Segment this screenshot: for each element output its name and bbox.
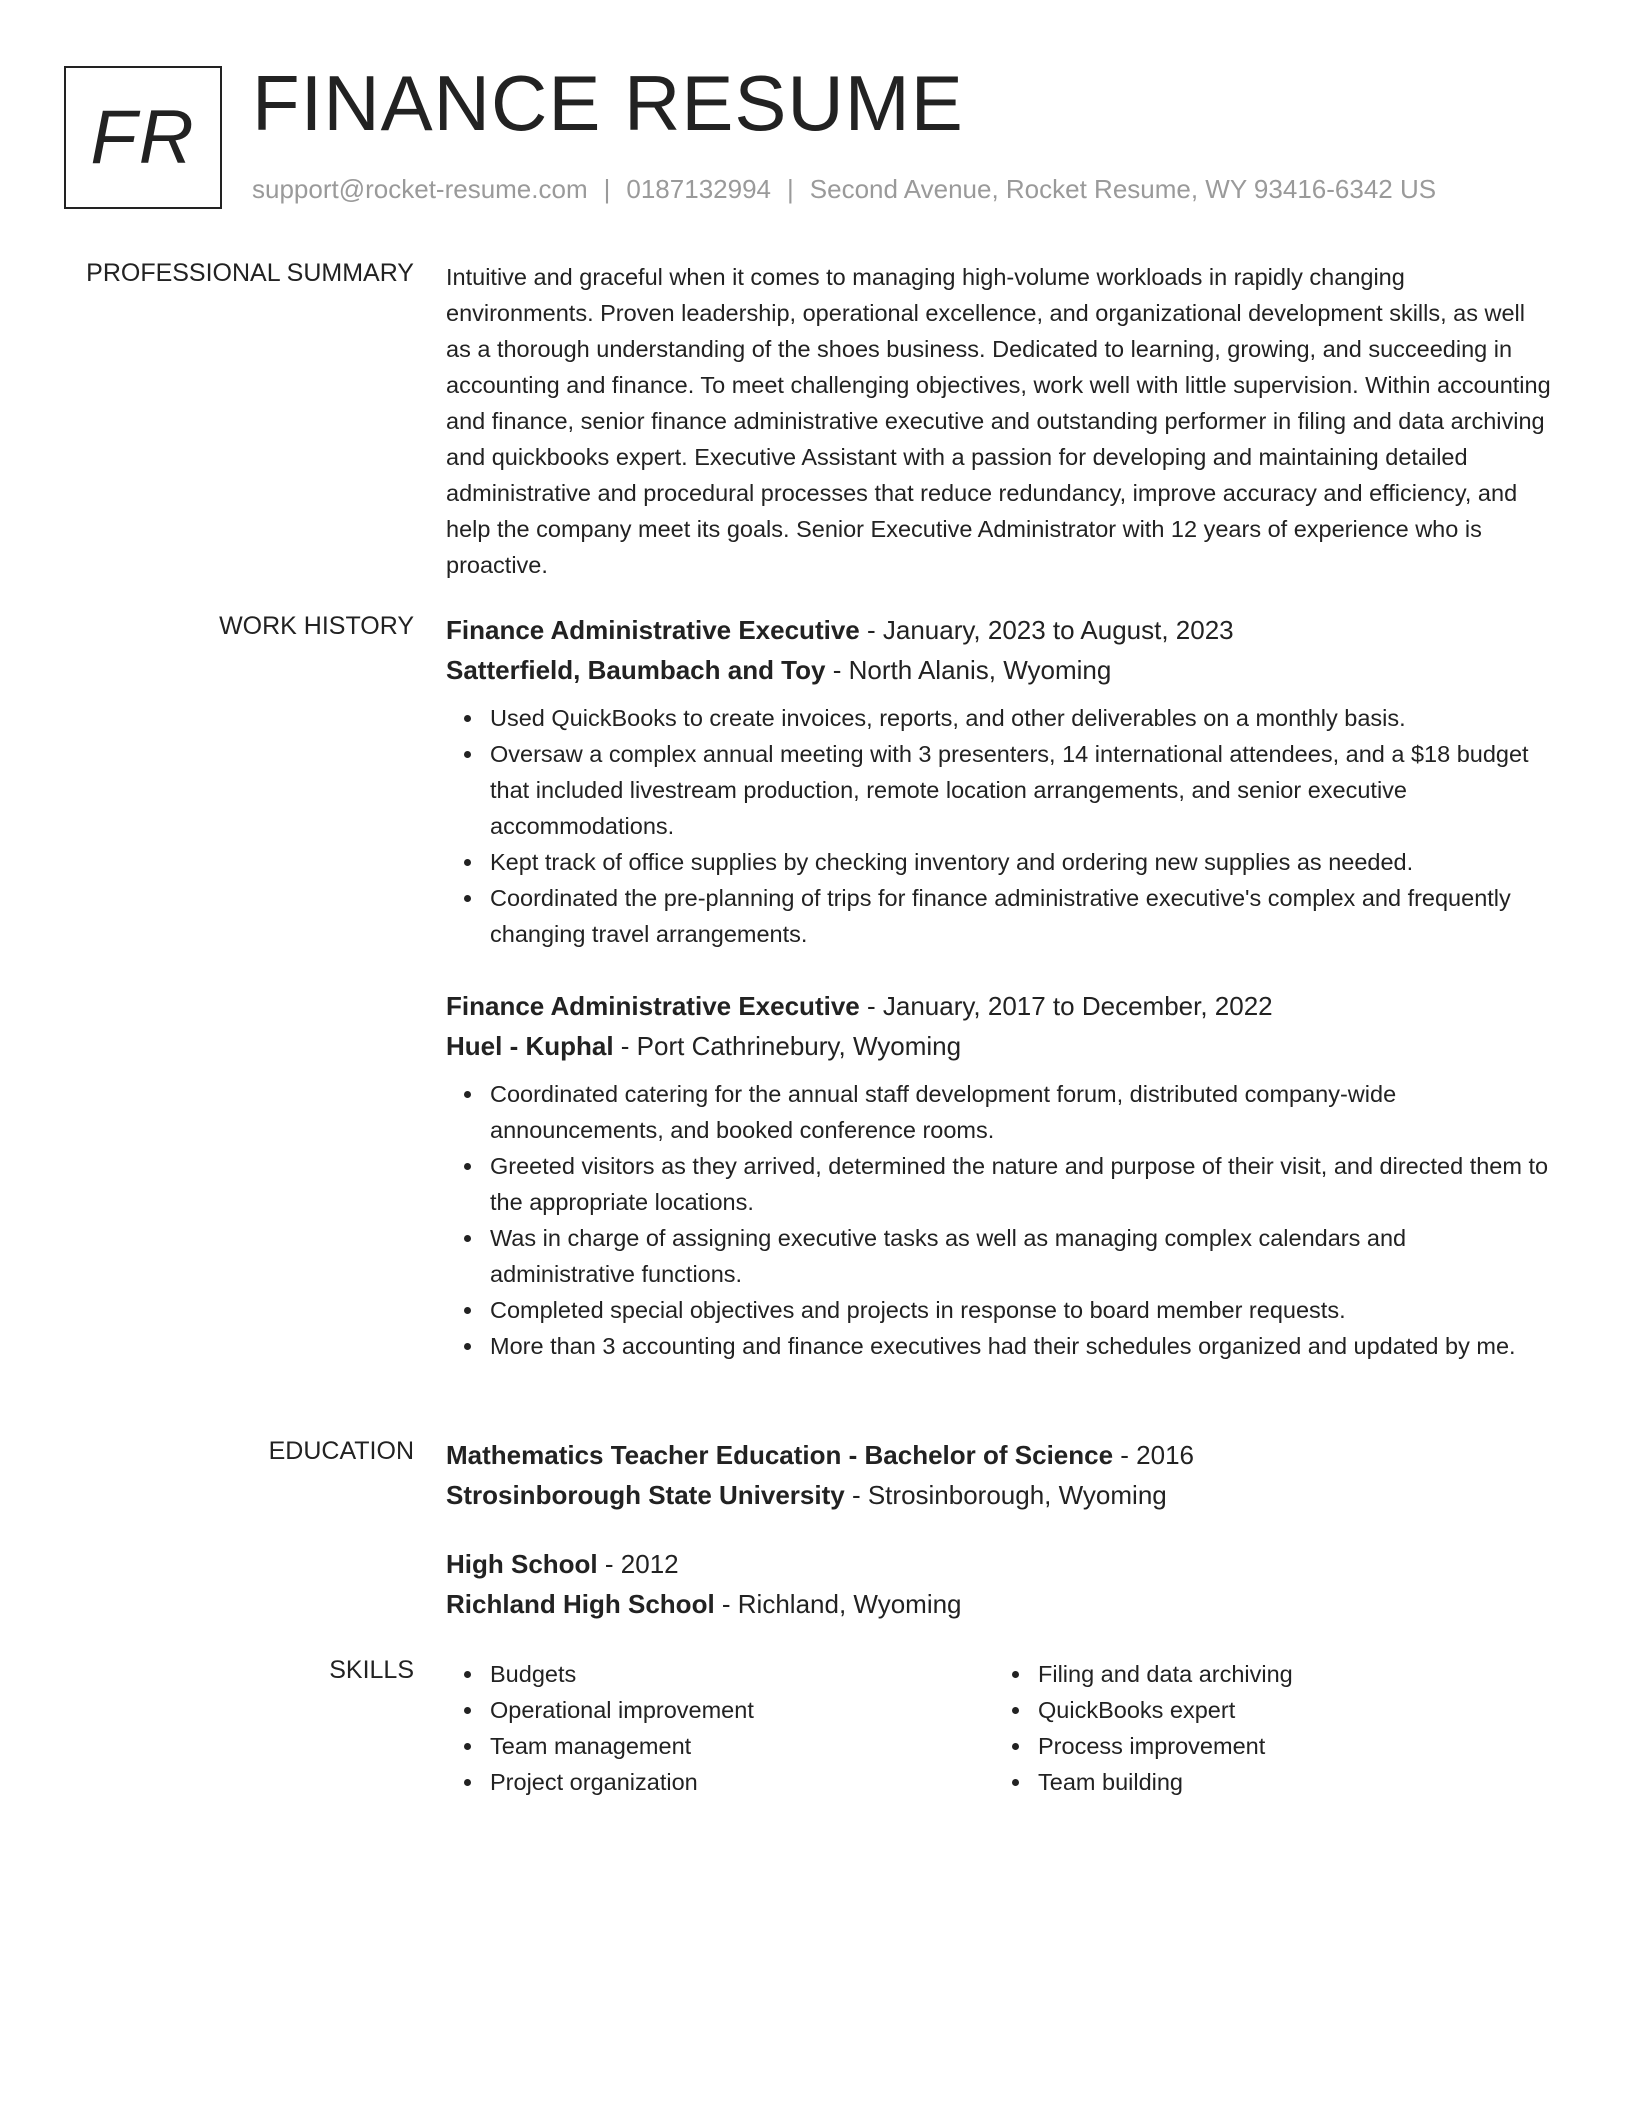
job-title-line [446,986,1556,1026]
degree-year: - 2012 [597,1549,679,1579]
list-item: Used QuickBooks to create invoices, reports, and other deliverables on a monthly basis. [446,700,1556,736]
job-title-line [446,610,1556,650]
job-location: - North Alanis, Wyoming [825,655,1112,685]
skills-column-right [994,1656,1542,1800]
work-history-body [446,610,1556,1364]
section-label-summary: PROFESSIONAL SUMMARY [86,259,414,287]
contact-separator: | [787,174,794,204]
school-location: - Richland, Wyoming [714,1589,962,1619]
list-item: Greeted visitors as they arrived, determined the nature and purpose of their visit, and directed them to the appropriate locations. [446,1148,1556,1220]
job-company-line [446,1026,1556,1066]
job-dates: - January, 2023 to August, 2023 [859,615,1234,645]
contact-separator: | [603,174,611,204]
list-item: Kept track of office supplies by checking inventory and ordering new supplies as needed. [446,844,1556,880]
skills-list-right [994,1656,1542,1800]
monogram-box [64,66,222,209]
education-entry [446,1435,1556,1515]
school-name: Strosinborough State University [446,1480,845,1510]
skill-item: Team management [446,1728,994,1764]
contact-line [252,174,1436,205]
school-line [446,1584,1556,1624]
job-bullets [446,700,1556,952]
job-company: Satterfield, Baumbach and Toy [446,655,826,685]
education-body [446,1435,1556,1624]
contact-phone: 0187132994 [626,174,771,204]
job-bullets [446,1076,1556,1364]
school-name: Richland High School [446,1589,715,1619]
list-item: Was in charge of assigning executive tasks as well as managing complex calendars and administrative functions. [446,1220,1556,1292]
summary-body [446,259,1556,583]
job-title: Finance Administrative Executive [446,991,860,1021]
contact-email: support@rocket-resume.com [252,174,588,204]
job-dates: - January, 2017 to December, 2022 [859,991,1273,1021]
job-title: Finance Administrative Executive [446,615,860,645]
skill-item: Operational improvement [446,1692,994,1728]
skills-column-left [446,1656,994,1800]
degree-year: - 2016 [1113,1440,1195,1470]
contact-address: Second Avenue, Rocket Resume, WY 93416-6342 US [809,174,1437,204]
degree-title: Mathematics Teacher Education - Bachelor of Science [446,1440,1114,1470]
skill-item: Budgets [446,1656,994,1692]
school-line [446,1475,1556,1515]
skill-item: Team building [994,1764,1542,1800]
job-entry [446,986,1556,1364]
section-label-education: EDUCATION [268,1437,414,1465]
list-item: More than 3 accounting and finance executives had their schedules organized and updated by me. [446,1328,1556,1364]
section-label-work-history: WORK HISTORY [219,612,414,640]
job-entry [446,610,1556,952]
degree-line [446,1435,1556,1475]
section-label-skills: SKILLS [329,1656,414,1684]
skill-item: Process improvement [994,1728,1542,1764]
list-item: Coordinated catering for the annual staff development forum, distributed company-wide announcements, and booked conference rooms. [446,1076,1556,1148]
skills-list-left [446,1656,994,1800]
skill-item: QuickBooks expert [994,1692,1542,1728]
job-company: Huel - Kuphal [446,1031,614,1061]
list-item: Coordinated the pre-planning of trips for finance administrative executive's complex and frequently changing travel arrangements. [446,880,1556,952]
skill-item: Filing and data archiving [994,1656,1542,1692]
summary-text: Intuitive and graceful when it comes to managing high-volume workloads in rapidly changing environments. Proven leadership, operational excellence, and organizational development skills, as well as a thorough understanding of the shoes business. Dedicated to learning, growing, and succeeding in accounting and finance. To meet challenging objectives, work well with little supervision. Within accounting and finance, senior finance administrative executive and outstanding performer in filing and data archiving and quickbooks expert. Executive Assistant with a passion for developing and maintaining detailed administrative and procedural processes that reduce redundancy, improve accuracy and efficiency, and help the company meet its goals. Senior Executive Administrator with 12 years of experience who is proactive. [446,264,1551,578]
skill-item: Project organization [446,1764,994,1800]
job-company-line [446,650,1556,690]
list-item: Oversaw a complex annual meeting with 3 presenters, 14 international attendees, and a $18 budget that included livestream production, remote location arrangements, and senior executive accommodations. [446,736,1556,844]
skills-body [446,1656,1556,1800]
list-item: Completed special objectives and projects in response to board member requests. [446,1292,1556,1328]
school-location: - Strosinborough, Wyoming [844,1480,1167,1510]
resume-title: FINANCE RESUME [252,59,964,147]
monogram-initials: FR [90,95,196,180]
degree-line [446,1544,1556,1584]
education-entry [446,1544,1556,1624]
degree-title: High School [446,1549,598,1579]
skills-grid [446,1656,1556,1800]
job-location: - Port Cathrinebury, Wyoming [613,1031,962,1061]
